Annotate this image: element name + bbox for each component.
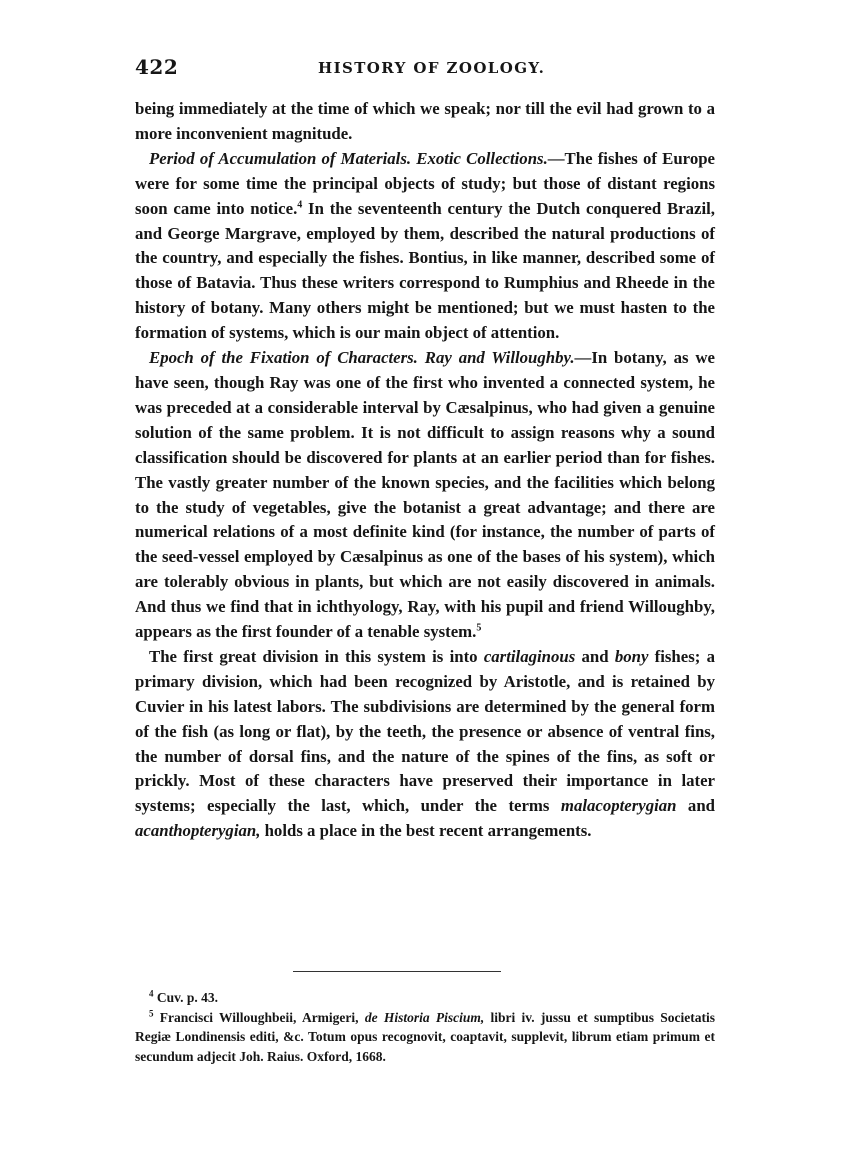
footnote-reference-4: 4 xyxy=(297,199,303,211)
paragraph-4-text-5: holds a place in the best recent arrangements. xyxy=(260,821,592,841)
paragraph-3-text-1: —In botany, as we have seen, though Ray was one of the first who invented a connected system, he was preceded at a considerable interval by Cæsalpinus, who had given a genuine solution of the same problem. It is not difficult to assign reasons why a sound classification should be discovered for plants at an earlier period than for fishes. The vastly greater number of the known species, and the facilities which belong to the study of vegetables, give the botanist a great advantage; and there are numerical relations of a most definite kind (for instance, the number of parts of the seed-vessel employed by Cæsalpinus as one of the bases of his system), which are tolerably obvious in plants, but which are not easily discovered in animals. And thus we find that in ichthyology, Ray, with his pupil and friend Willoughby, appears as the first founder of a tenable system. xyxy=(135,348,715,642)
paragraph-4-text-2: and xyxy=(575,646,615,666)
body-text xyxy=(135,97,715,844)
footnote-4-text: Cuv. p. 43. xyxy=(153,990,219,1005)
term-acanthopterygian: acanthopterygian, xyxy=(135,821,261,841)
footnote-4 xyxy=(135,988,715,1008)
paragraph-1: being immediately at the time of which we speak; nor till the evil had grown to a more inconvenient magnitude. xyxy=(135,99,715,143)
section-heading-epoch: Epoch of the Fixation of Characters. xyxy=(149,348,418,368)
paragraph-4-text-1: The first great division in this system is into xyxy=(149,646,484,666)
paragraph-4-text-3: fishes; a primary division, which had been recognized by Aristotle, and is retained by Cuvier in his latest labors. The subdivisions are determined by the general form of the fish (as long or flat), by the teeth, the presence or absence of ventral fins, the number of dorsal fins, and the nature of the spines of the fins, as soft or prickly. Most of these characters have preserved their importance in later systems; especially the last, which, under the terms xyxy=(135,646,715,816)
section-heading-exotic: Exotic Collections. xyxy=(416,148,548,168)
footnote-5-text-2: libri iv. jussu et sumptibus Societatis Regiæ Londinensis editi, &c. Totum opus recognovit, coaptavit, supplevit, librum etiam primum et secundum adjecit Joh. Raius. Oxford, 1668. xyxy=(135,1009,715,1064)
footnote-5 xyxy=(135,1008,715,1067)
footnote-5-title: de Historia Piscium, xyxy=(364,1009,485,1025)
section-heading-ray: Ray and Willoughby. xyxy=(424,348,575,368)
running-head: HISTORY OF ZOOLOGY. xyxy=(318,59,546,77)
footnotes xyxy=(135,988,715,1066)
paragraph-4-text-4: and xyxy=(676,796,715,816)
book-page xyxy=(135,55,715,1064)
section-heading-period: Period of Accumulation of Materials. xyxy=(149,148,412,168)
page-header xyxy=(135,55,715,85)
footnote-divider xyxy=(293,971,501,972)
paragraph-3 xyxy=(135,346,715,645)
paragraph-4 xyxy=(135,645,715,844)
footnote-4-mark: 4 xyxy=(149,988,154,999)
page-number: 422 xyxy=(135,55,179,79)
term-bony: bony xyxy=(614,646,649,666)
term-malacopterygian: malacopterygian xyxy=(560,796,677,816)
paragraph-2-text-2: In the seventeenth century the Dutch conquered Brazil, and George Margrave, employed by them, described the natural productions of the country, and especially the fishes. Bontius, in like manner, described some of those of Batavia. Thus these writers correspond to Rumphius and Rheede in the history of botany. Many others might be mentioned; but we must hasten to the formation of systems, which is our main object of attention. xyxy=(135,198,715,343)
paragraph-2-text-1: —The fishes of Europe were for some time the principal objects of study; but those of distant regions soon came into notice. xyxy=(135,148,715,218)
paragraph-2 xyxy=(135,147,715,346)
term-cartilaginous: cartilaginous xyxy=(483,646,576,666)
footnote-reference-5: 5 xyxy=(476,622,482,634)
footnote-5-mark: 5 xyxy=(149,1008,154,1019)
footnote-5-text-1: Francisci Willoughbeii, Armigeri, xyxy=(153,1009,365,1025)
